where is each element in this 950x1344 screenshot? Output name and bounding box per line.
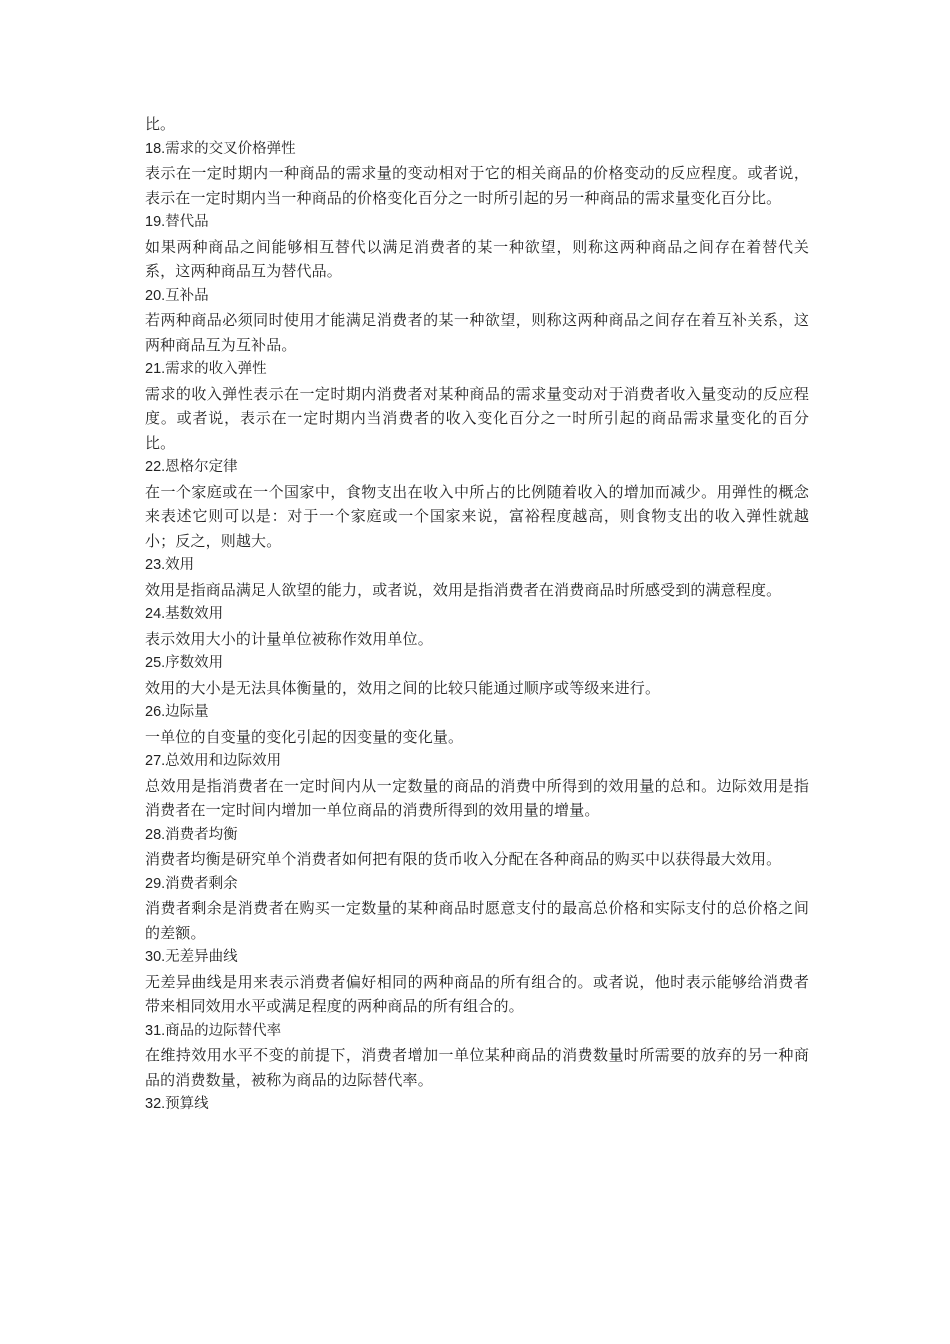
- term-heading: [145, 651, 809, 676]
- term-entry: [145, 1019, 809, 1093]
- term-entry: [145, 553, 809, 602]
- term-number: 28.: [145, 826, 166, 843]
- term-entry: [145, 357, 809, 455]
- term-title: 消费者剩余: [165, 875, 238, 892]
- term-entry: [145, 945, 809, 1019]
- term-entry: [145, 137, 809, 211]
- term-entry: [145, 284, 809, 358]
- term-heading: [145, 700, 809, 725]
- term-definition: 如果两种商品之间能够相互替代以满足消费者的某一种欲望，则称这两种商品之间存在着替代关系，这两种商品互为替代品。: [145, 237, 809, 280]
- term-number: 31.: [145, 1022, 166, 1039]
- term-title: 需求的收入弹性: [165, 361, 267, 377]
- term-title: 商品的边际替代率: [165, 1022, 282, 1039]
- term-number: 22.: [145, 459, 166, 475]
- term-title: 效用: [165, 557, 195, 573]
- term-entry: [145, 455, 809, 553]
- term-heading: [145, 357, 809, 382]
- term-heading: [145, 749, 809, 774]
- term-definition: 总效用是指消费者在一定时间内从一定数量的商品的消费中所得到的效用量的总和。边际效用是指消费者在一定时间内增加一单位商品的消费所得到的效用量的增量。: [145, 776, 809, 819]
- term-title: 预算线: [165, 1096, 209, 1112]
- term-title: 总效用和边际效用: [165, 753, 282, 769]
- term-title: 边际量: [165, 704, 209, 720]
- term-heading: [145, 1092, 809, 1117]
- term-list: [145, 137, 809, 1117]
- term-number: 21.: [145, 361, 166, 377]
- term-definition: 若两种商品必须同时使用才能满足消费者的某一种欲望，则称这两种商品之间存在着互补关系，这两种商品互为互补品。: [145, 311, 809, 354]
- term-entry: [145, 749, 809, 823]
- term-heading: [145, 210, 809, 235]
- term-number: 19.: [145, 214, 166, 230]
- term-heading: [145, 284, 809, 309]
- term-number: 32.: [145, 1096, 166, 1112]
- term-definition: 在一个家庭或在一个国家中，食物支出在收入中所占的比例随着收入的增加而减少。用弹性的概念来表述它则可以是：对于一个家庭或一个国家来说，富裕程度越高，则食物支出的收入弹性就越小；反之，则越大。: [145, 482, 809, 550]
- term-definition: 效用的大小是无法具体衡量的，效用之间的比较只能通过顺序或等级来进行。: [145, 678, 661, 697]
- term-title: 恩格尔定律: [165, 459, 238, 475]
- term-heading: [145, 1019, 809, 1044]
- term-title: 序数效用: [165, 655, 224, 671]
- term-heading: [145, 945, 809, 970]
- term-title: 需求的交叉价格弹性: [165, 140, 296, 157]
- term-heading: [145, 823, 809, 848]
- term-title: 互补品: [165, 287, 209, 304]
- term-definition: 表示在一定时期内一种商品的需求量的变动相对于它的相关商品的价格变动的反应程度。或者说，表示在一定时期内当一种商品的价格变化百分之一时所引起的另一种商品的需求量变化百分比。: [145, 164, 809, 207]
- term-heading: [145, 137, 809, 162]
- term-definition: 消费者均衡是研究单个消费者如何把有限的货币收入分配在各种商品的购买中以获得最大效用。: [145, 850, 782, 868]
- term-heading: [145, 872, 809, 897]
- term-definition: 表示效用大小的计量单位被称作效用单位。: [145, 629, 433, 648]
- term-definition: 在维持效用水平不变的前提下，消费者增加一单位某种商品的消费数量时所需要的放弃的另一种商品的消费数量，被称为商品的边际替代率。: [145, 1046, 809, 1089]
- term-heading: [145, 455, 809, 480]
- document-page: [145, 112, 809, 1117]
- term-title: 基数效用: [165, 606, 224, 622]
- term-entry: [145, 872, 809, 946]
- term-entry: [145, 823, 809, 872]
- term-number: 20.: [145, 287, 166, 304]
- term-entry: [145, 602, 809, 651]
- term-number: 18.: [145, 140, 166, 157]
- term-heading: [145, 553, 809, 578]
- term-entry: [145, 210, 809, 284]
- term-definition: 消费者剩余是消费者在购买一定数量的某种商品时愿意支付的最高总价格和实际支付的总价格之间的差额。: [145, 899, 809, 942]
- continued-text: 比。: [145, 115, 176, 133]
- term-definition: 无差异曲线是用来表示消费者偏好相同的两种商品的所有组合的。或者说，他时表示能够给消费者带来相同效用水平或满足程度的两种商品的所有组合的。: [145, 972, 809, 1015]
- term-title: 替代品: [165, 214, 209, 230]
- term-number: 24.: [145, 606, 166, 622]
- term-definition: 一单位的自变量的变化引起的因变量的变化量。: [145, 727, 464, 746]
- term-title: 消费者均衡: [165, 826, 238, 843]
- term-heading: [145, 602, 809, 627]
- term-number: 23.: [145, 557, 166, 573]
- term-entry: [145, 700, 809, 749]
- term-entry: [145, 1092, 809, 1117]
- term-number: 25.: [145, 655, 166, 671]
- term-title: 无差异曲线: [165, 949, 238, 965]
- term-definition: 效用是指商品满足人欲望的能力，或者说，效用是指消费者在消费商品时所感受到的满意程度。: [145, 580, 782, 599]
- term-number: 30.: [145, 949, 166, 965]
- term-number: 26.: [145, 704, 166, 720]
- term-number: 29.: [145, 875, 166, 892]
- term-definition: 需求的收入弹性表示在一定时期内消费者对某种商品的需求量变动对于消费者收入量变动的反应程度。或者说，表示在一定时期内当消费者的收入变化百分之一时所引起的商品需求量变化的百分比。: [145, 384, 809, 452]
- term-number: 27.: [145, 753, 166, 769]
- term-entry: [145, 651, 809, 700]
